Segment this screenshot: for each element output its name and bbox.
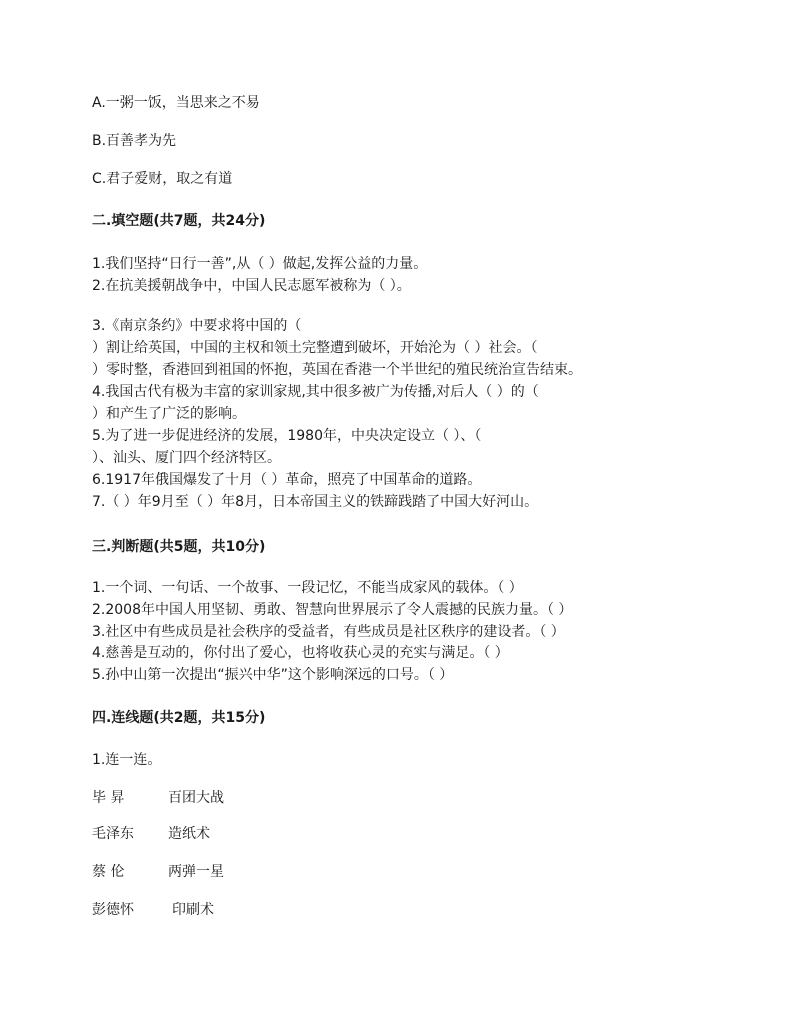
option-b: B.百善孝为先 xyxy=(92,133,177,149)
option-a: A.一粥一饭，当思来之不易 xyxy=(92,95,260,111)
fill-blank-line: 4.我国古代有极为丰富的家训家规,其中很多被广为传播,对后人（ ）的（ xyxy=(92,384,539,400)
true-false-line: 3.社区中有些成员是社会秩序的受益者，有些成员是社区秩序的建设者。（ ） xyxy=(92,624,565,640)
fill-blank-line: 5.为了进一步促进经济的发展，1980年，中央决定设立（ ）、（ xyxy=(92,428,482,444)
section-title-true-false: 三.判断题(共5题，共10分) xyxy=(92,539,266,555)
fill-blank-line: ）、汕头、厦门四个经济特区。 xyxy=(92,450,281,466)
matching-left: 毕 昇 xyxy=(92,790,125,806)
fill-blank-line: ）和产生了广泛的影响。 xyxy=(92,406,246,422)
fill-blank-line: 2.在抗美援朝战争中，中国人民志愿军被称为（ ）。 xyxy=(92,278,411,294)
matching-right: 百团大战 xyxy=(168,790,224,806)
matching-right: 印刷术 xyxy=(172,902,214,918)
true-false-line: 1.一个词、一句话、一个故事、一段记忆，不能当成家风的载体。（ ） xyxy=(92,580,523,596)
matching-right: 两弹一星 xyxy=(168,864,224,880)
true-false-line: 4.慈善是互动的，你付出了爱心，也将收获心灵的充实与满足。（ ） xyxy=(92,645,509,661)
fill-blank-line: ）零时整，香港回到祖国的怀抱，英国在香港一个半世纪的殖民统治宣告结束。 xyxy=(92,362,582,378)
matching-pair xyxy=(92,900,214,920)
fill-blank-line: ）割让给英国，中国的主权和领土完整遭到破坏，开始沦为（ ）社会。（ xyxy=(92,340,538,356)
matching-pair xyxy=(92,788,224,808)
section-title-fill-blank: 二.填空题(共7题，共24分) xyxy=(92,213,266,229)
matching-left: 彭德怀 xyxy=(92,902,134,918)
matching-question: 1.连一连。 xyxy=(92,752,162,768)
fill-blank-line: 1.我们坚持“日行一善”,从（ ）做起,发挥公益的力量。 xyxy=(92,256,428,272)
matching-pair xyxy=(92,862,224,882)
matching-left: 毛泽东 xyxy=(92,826,134,842)
section-title-matching: 四.连线题(共2题，共15分) xyxy=(92,710,266,726)
true-false-line: 5.孙中山第一次提出“振兴中华”这个影响深远的口号。（ ） xyxy=(92,667,454,683)
matching-right: 造纸术 xyxy=(168,826,210,842)
option-c: C.君子爱财，取之有道 xyxy=(92,171,233,187)
matching-pair xyxy=(92,824,210,844)
fill-blank-line: 7.（ ）年9月至（ ）年8月，日本帝国主义的铁蹄践踏了中国大好河山。 xyxy=(92,494,539,510)
fill-blank-line: 3.《南京条约》中要求将中国的（ xyxy=(92,318,302,334)
matching-left: 蔡 伦 xyxy=(92,864,125,880)
true-false-line: 2.2008年中国人用坚韧、勇敢、智慧向世界展示了令人震撼的民族力量。（ ） xyxy=(92,602,573,618)
fill-blank-line: 6.1917年俄国爆发了十月（ ）革命，照亮了中国革命的道路。 xyxy=(92,472,482,488)
